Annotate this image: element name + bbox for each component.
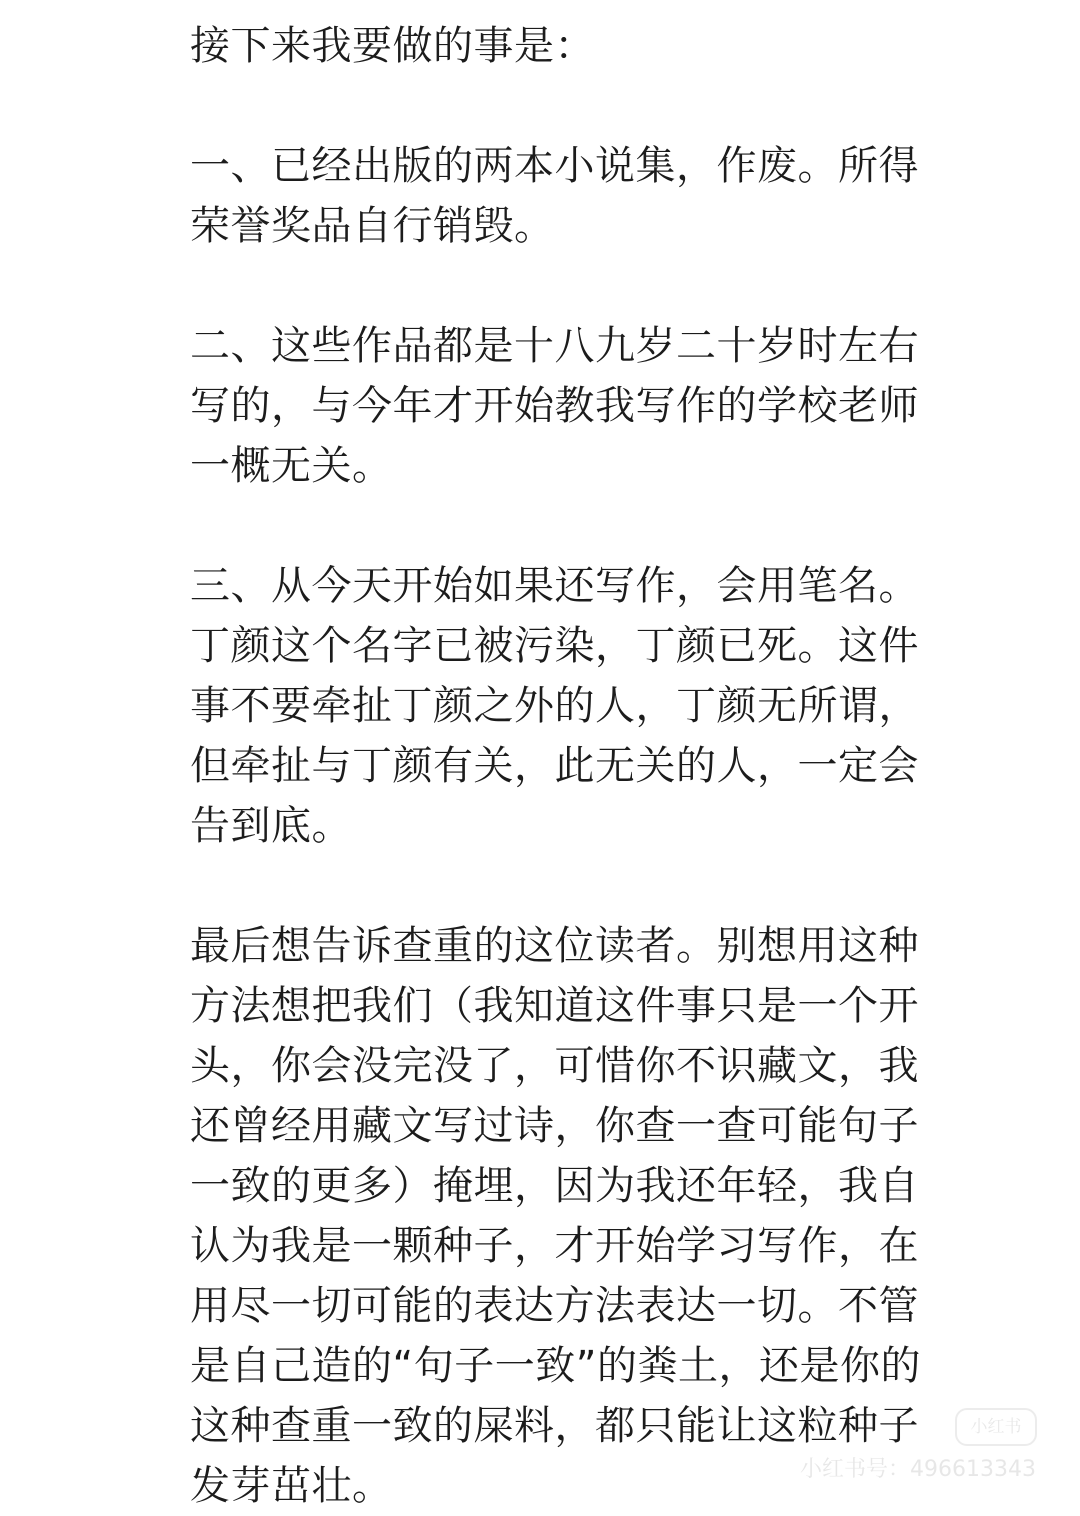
text-line: 这种查重一致的屎料，都只能让这粒种子 (190, 1403, 919, 1449)
text-line: 是自己造的“句子一致”的粪土，还是你的 (190, 1343, 921, 1389)
text-line: 事不要牵扯丁颜之外的人，丁颜无所谓， (190, 683, 919, 729)
point-3-paragraph (190, 556, 1020, 856)
watermark (800, 1408, 1060, 1498)
text-line: 一、已经出版的两本小说集，作废。所得 (190, 143, 919, 189)
intro-paragraph (190, 16, 1020, 76)
text-line: 认为我是一颗种子，才开始学习写作，在 (190, 1223, 919, 1269)
text-line: 方法想把我们（我知道这件事只是一个开 (190, 983, 919, 1029)
text-line: 二、这些作品都是十八九岁二十岁时左右 (190, 323, 919, 369)
text-line: 还曾经用藏文写过诗，你查一查可能句子 (190, 1103, 919, 1149)
paragraph-gap (190, 76, 1020, 136)
watermark-logo: 小红书 (955, 1408, 1037, 1446)
text-line: 写的，与今年才开始教我写作的学校老师 (190, 383, 919, 429)
point-2-paragraph (190, 316, 1020, 496)
text-line: 接下来我要做的事是： (190, 23, 595, 69)
text-line: 头，你会没完没了，可惜你不识藏文，我 (190, 1043, 919, 1089)
text-line: 但牵扯与丁颜有关，此无关的人，一定会 (190, 743, 919, 789)
point-1-paragraph (190, 136, 1020, 256)
text-line: 最后想告诉查重的这位读者。别想用这种 (190, 923, 919, 969)
text-line: 丁颜这个名字已被污染，丁颜已死。这件 (190, 623, 919, 669)
paragraph-gap (190, 256, 1020, 316)
watermark-id-text: 小红书号：496613343 (800, 1457, 1036, 1482)
paragraph-gap (190, 856, 1020, 916)
text-line: 一概无关。 (190, 443, 393, 489)
text-line: 告到底。 (190, 803, 352, 849)
text-line: 用尽一切可能的表达方法表达一切。不管 (190, 1283, 919, 1329)
text-line: 荣誉奖品自行销毁。 (190, 203, 555, 249)
document-body (190, 16, 1020, 1516)
text-line: 一致的更多）掩埋，因为我还年轻，我自 (190, 1163, 919, 1209)
text-line: 发芽茁壮。 (190, 1463, 393, 1509)
text-line: 三、从今天开始如果还写作，会用笔名。 (190, 563, 919, 609)
paragraph-gap (190, 496, 1020, 556)
